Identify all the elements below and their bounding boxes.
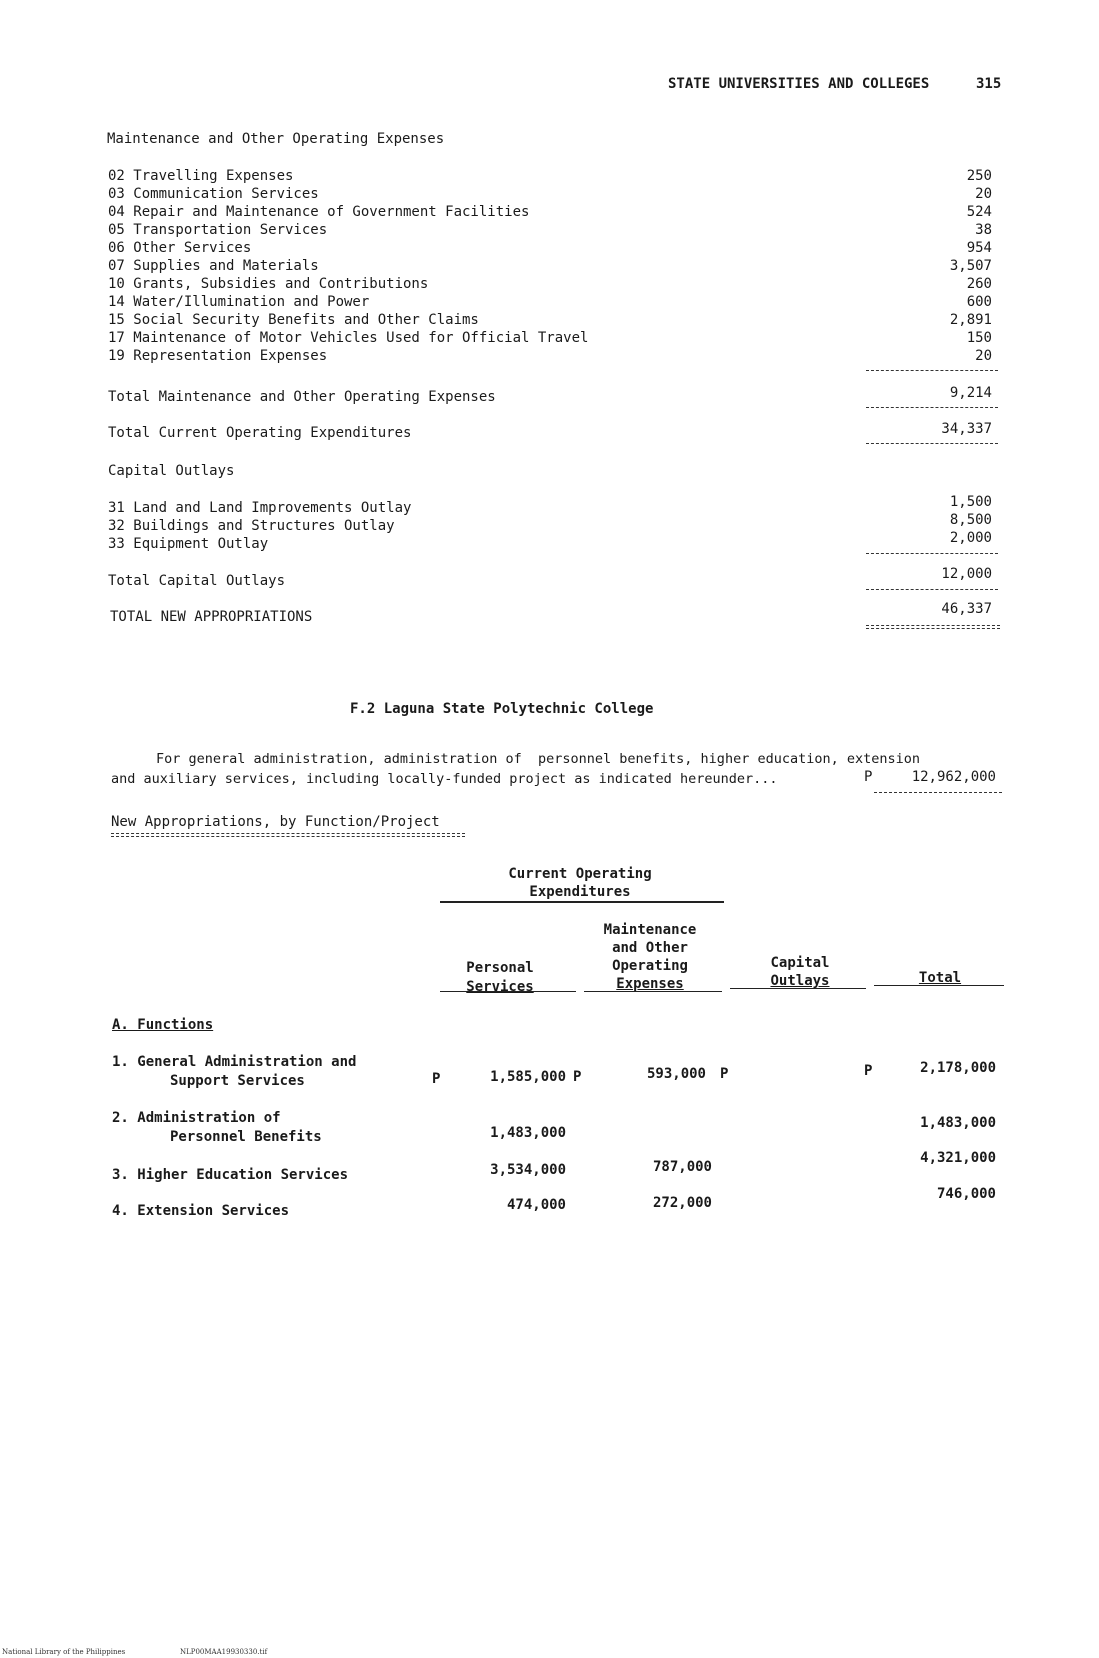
- mooe-item-value: 20: [975, 348, 992, 364]
- section-title: F.2 Laguna State Polytechnic College: [350, 701, 654, 717]
- function-label: Support Services: [170, 1073, 305, 1089]
- functions-heading: A. Functions: [112, 1017, 214, 1033]
- mooe-item-value: 260: [966, 276, 992, 292]
- capital-heading: Capital Outlays: [108, 463, 235, 479]
- current-total-value: 34,337: [941, 421, 992, 437]
- total-col-header: Total: [918, 970, 962, 986]
- page-number: 315: [976, 76, 1002, 92]
- mooe-col-header: and Other: [612, 940, 688, 956]
- ps-col-header: Personal: [466, 960, 534, 976]
- footer-filename: NLP00MAA19930330.tif: [180, 1648, 268, 1656]
- capital-item-label: 31 Land and Land Improvements Outlay: [108, 500, 412, 516]
- co-col-header: Capital: [770, 955, 830, 971]
- capital-item-value: 1,500: [949, 494, 992, 510]
- co-col-header: Outlays: [770, 973, 830, 989]
- total-value: 4,321,000: [920, 1150, 996, 1166]
- ps-col-header: Services: [466, 979, 534, 995]
- col-rule: [584, 991, 722, 992]
- mooe-total-label: Total Maintenance and Other Operating Expenses: [108, 389, 496, 405]
- mooe-col-header: Expenses: [616, 976, 684, 992]
- double-rule: [866, 625, 1000, 629]
- mooe-col-header: Operating: [612, 958, 688, 974]
- function-label: 4. Extension Services: [112, 1203, 290, 1219]
- mooe-item-label: 19 Representation Expenses: [108, 348, 328, 364]
- mooe-total-value: 9,214: [949, 385, 992, 401]
- mooe-item-value: 20: [975, 186, 992, 202]
- function-label: 1. General Administration and: [112, 1054, 357, 1070]
- ps-value: 474,000: [506, 1197, 566, 1213]
- mooe-item-label: 17 Maintenance of Motor Vehicles Used for Official Travel: [108, 330, 589, 346]
- mooe-heading: Maintenance and Other Operating Expenses: [107, 131, 445, 147]
- ps-value: 1,585,000: [490, 1069, 566, 1085]
- function-label: Personnel Benefits: [170, 1129, 322, 1145]
- rule: [866, 407, 998, 408]
- grand-total-label: TOTAL NEW APPROPRIATIONS: [110, 609, 313, 625]
- header-rule: [440, 901, 724, 903]
- grand-total-value: 46,337: [941, 601, 992, 617]
- function-label: 2. Administration of: [112, 1110, 281, 1126]
- ps-value: 3,534,000: [490, 1162, 566, 1178]
- rule: [874, 792, 1002, 793]
- col-rule: [874, 985, 1004, 986]
- mooe-item-label: 03 Communication Services: [108, 186, 319, 202]
- total-value: 2,178,000: [920, 1060, 996, 1076]
- appropriation-amount: 12,962,000: [911, 769, 996, 785]
- expenditures-header: Expenditures: [529, 884, 631, 900]
- capital-total-value: 12,000: [941, 566, 992, 582]
- double-rule: [111, 833, 465, 837]
- rule: [866, 443, 998, 444]
- total-value: 1,483,000: [920, 1115, 996, 1131]
- col-rule: [440, 991, 576, 992]
- mooe-item-label: 07 Supplies and Materials: [108, 258, 319, 274]
- mooe-col-header: Maintenance: [603, 922, 697, 938]
- rule: [866, 553, 998, 554]
- capital-item-label: 33 Equipment Outlay: [108, 536, 269, 552]
- currency-symbol: P: [432, 1071, 441, 1087]
- current-operating-header: Current Operating: [508, 866, 652, 882]
- mooe-item-label: 02 Travelling Expenses: [108, 168, 294, 184]
- total-value: 746,000: [936, 1186, 996, 1202]
- function-label: 3. Higher Education Services: [112, 1167, 349, 1183]
- capital-total-label: Total Capital Outlays: [108, 573, 286, 589]
- currency-symbol: P: [864, 769, 873, 785]
- running-header-title: STATE UNIVERSITIES AND COLLEGES: [668, 76, 930, 92]
- currency-symbol: P: [573, 1069, 582, 1085]
- mooe-item-value: 250: [966, 168, 992, 184]
- ps-value: 1,483,000: [490, 1125, 566, 1141]
- currency-symbol: P: [864, 1063, 873, 1079]
- mooe-item-value: 2,891: [949, 312, 992, 328]
- current-total-label: Total Current Operating Expenditures: [108, 425, 412, 441]
- col-rule: [730, 988, 866, 989]
- capital-item-value: 8,500: [949, 512, 992, 528]
- capital-item-value: 2,000: [949, 530, 992, 546]
- mooe-item-label: 14 Water/Illumination and Power: [108, 294, 370, 310]
- mooe-item-label: 06 Other Services: [108, 240, 252, 256]
- currency-symbol: P: [720, 1066, 729, 1082]
- capital-item-label: 32 Buildings and Structures Outlay: [108, 518, 395, 534]
- mooe-item-value: 524: [966, 204, 992, 220]
- rule: [866, 589, 998, 590]
- mooe-item-label: 05 Transportation Services: [108, 222, 328, 238]
- mooe-item-label: 04 Repair and Maintenance of Government Facilities: [108, 204, 530, 220]
- mooe-value: 272,000: [652, 1195, 712, 1211]
- mooe-item-label: 15 Social Security Benefits and Other Claims: [108, 312, 479, 328]
- rule: [866, 370, 998, 371]
- mooe-item-value: 954: [966, 240, 992, 256]
- mooe-item-label: 10 Grants, Subsidies and Contributions: [108, 276, 429, 292]
- mooe-item-value: 3,507: [949, 258, 992, 274]
- section-paragraph-line2: and auxiliary services, including locally-funded project as indicated hereunder...: [111, 771, 778, 787]
- mooe-value: 787,000: [652, 1159, 712, 1175]
- mooe-item-value: 600: [966, 294, 992, 310]
- section-paragraph-line1: For general administration, administration of personnel benefits, higher education, extension: [156, 751, 921, 767]
- new-appropriations-heading: New Appropriations, by Function/Project: [111, 814, 440, 830]
- mooe-value: 593,000: [646, 1066, 706, 1082]
- footer-library: National Library of the Philippines: [2, 1648, 126, 1656]
- mooe-item-value: 38: [975, 222, 992, 238]
- mooe-item-value: 150: [966, 330, 992, 346]
